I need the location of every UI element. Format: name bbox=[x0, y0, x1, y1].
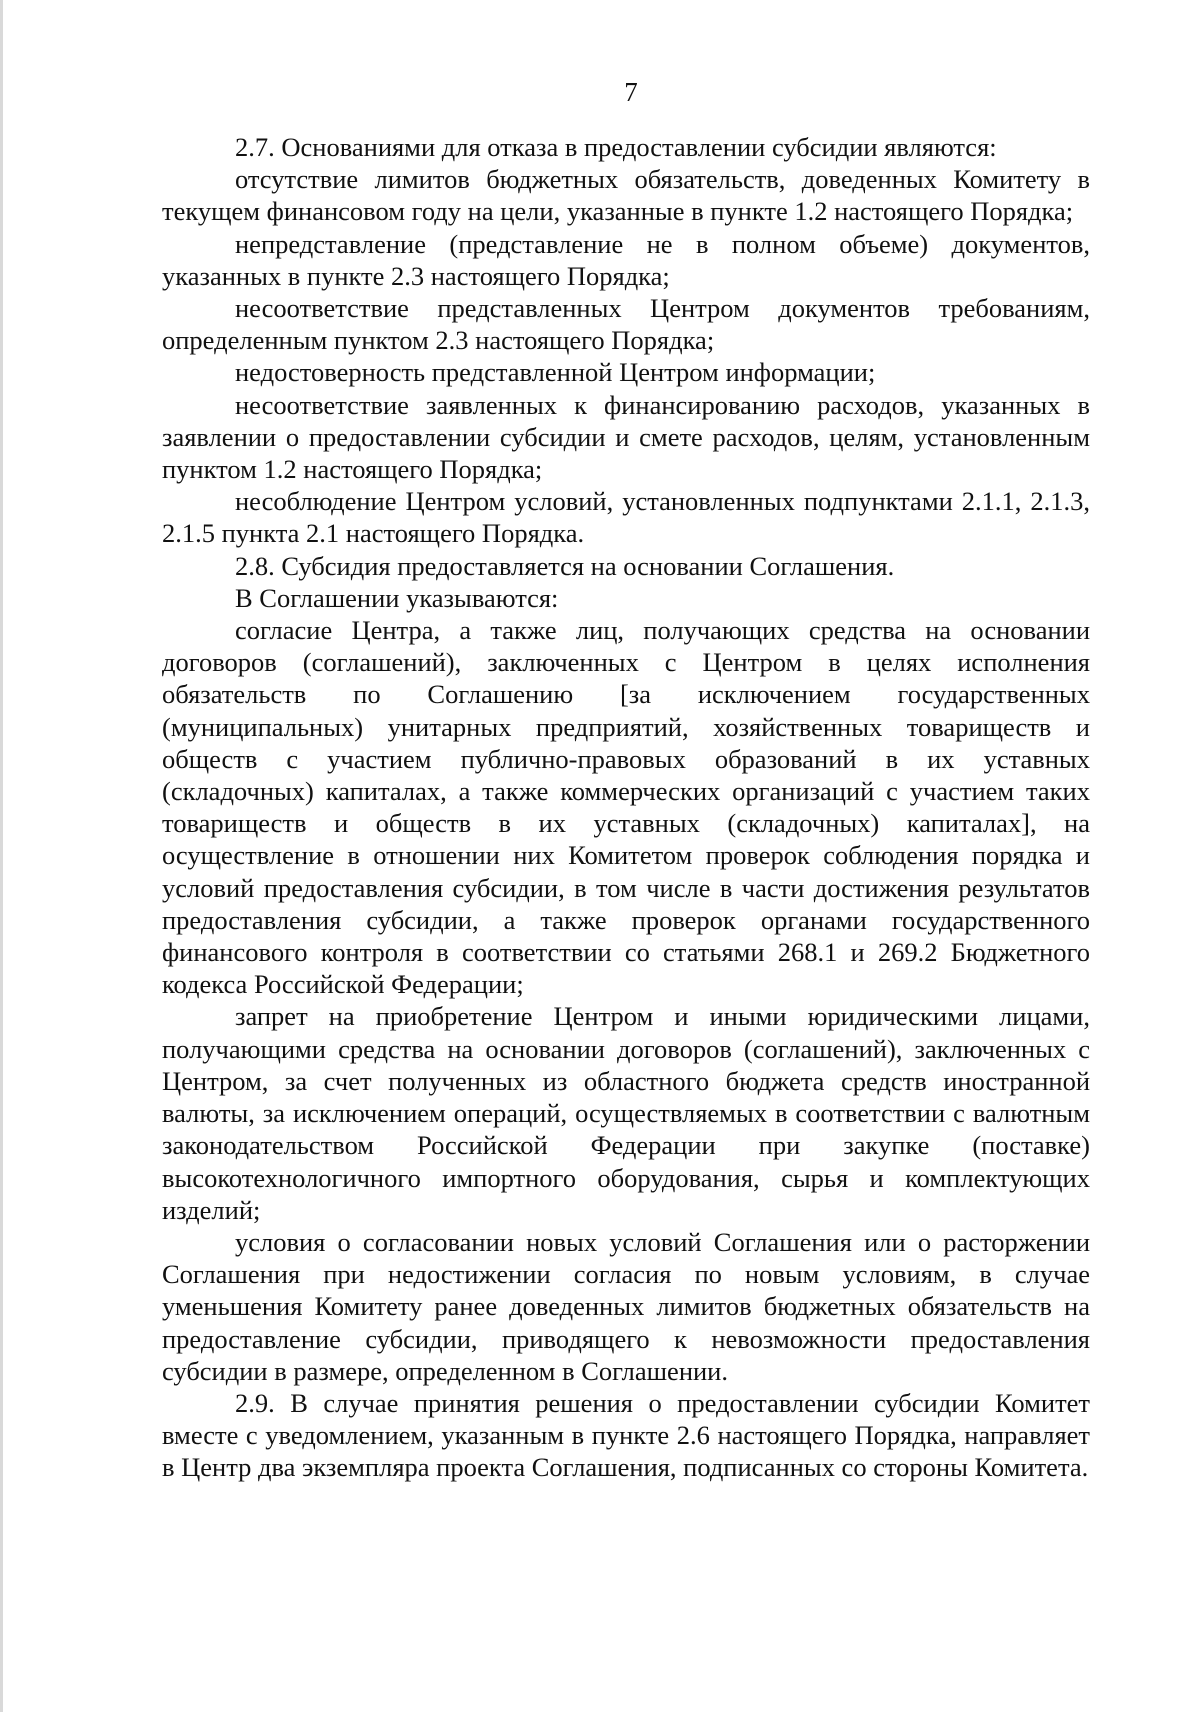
paragraph: несоблюдение Центром условий, установленных подпунктами 2.1.1, 2.1.3, 2.1.5 пункта 2.1 настоящего Порядка. bbox=[162, 486, 1090, 549]
paragraph: отсутствие лимитов бюджетных обязательств, доведенных Комитету в текущем финансовом году на цели, указанные в пункте 1.2 настоящего Порядка; bbox=[162, 164, 1090, 227]
paragraph: условия о согласовании новых условий Соглашения или о расторжении Соглашения при недостижении согласия по новым условиям, в случае уменьшения Комитету ранее доведенных лимитов бюджетных обязательств на предоставление субсидии, приводящего к невозможности предоставления субсидии в размере, определенном в Соглашении. bbox=[162, 1226, 1090, 1386]
paragraph: запрет на приобретение Центром и иными юридическими лицами, получающими средства на основании договоров (соглашений), заключенных с Центром, за счет полученных из областного бюджета средств иностранной валюты, за исключением операций, осуществляемых в соответствии с валютным законодательством Российской Федерации при закупке (поставке) высокотехнологичного импортного оборудования, сырья и комплектующих изделий; bbox=[162, 1001, 1090, 1225]
paragraph: несоответствие заявленных к финансированию расходов, указанных в заявлении о предоставлении субсидии и смете расходов, целям, установленным пунктом 1.2 настоящего Порядка; bbox=[162, 389, 1090, 485]
paragraph: согласие Центра, а также лиц, получающих средства на основании договоров (соглашений), заключенных с Центром в целях исполнения обязательств по Соглашению [за исключением государственных (муниципальных) унитарных предприятий, хозяйственных товариществ и обществ с участием публично-правовых образований в их уставных (складочных) капиталах, а также коммерческих организаций с участием таких товариществ и обществ в их уставных (складочных) капиталах], на осуществление в отношении них Комитетом проверок соблюдения порядка и условий предоставления субсидии, в том числе в части достижения результатов предоставления субсидии, а также проверок органами государственного финансового контроля в соответствии со статьями 268.1 и 269.2 Бюджетного кодекса Российской Федерации; bbox=[162, 615, 1090, 1000]
scan-edge bbox=[0, 0, 3, 1712]
paragraph: 2.9. В случае принятия решения о предоставлении субсидии Комитет вместе с уведомлением, указанным в пункте 2.6 настоящего Порядка, направляет в Центр два экземпляра проекта Соглашения, подписанных со стороны Комитета. bbox=[162, 1387, 1090, 1483]
paragraph: непредставление (представление не в полном объеме) документов, указанных в пункте 2.3 настоящего Порядка; bbox=[162, 228, 1090, 291]
paragraph: несоответствие представленных Центром документов требованиям, определенным пунктом 2.3 настоящего Порядка; bbox=[162, 293, 1090, 356]
paragraph: В Соглашении указываются: bbox=[235, 582, 559, 613]
page-number: 7 bbox=[624, 77, 638, 107]
paragraph: 2.7. Основаниями для отказа в предоставлении субсидии являются: bbox=[235, 132, 997, 162]
paragraph: 2.8. Субсидия предоставляется на основании Соглашения. bbox=[235, 550, 895, 581]
document-body bbox=[162, 131, 1090, 1484]
paragraph: недостоверность представленной Центром информации; bbox=[235, 357, 876, 388]
